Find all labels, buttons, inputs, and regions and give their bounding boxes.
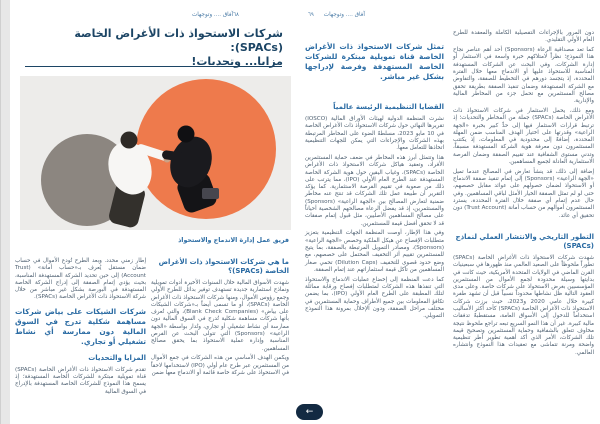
section-heading-pros-cons: المزايا والتحديات (88, 353, 146, 362)
illustration-graphic (20, 76, 291, 230)
right-page-column-outer (453, 30, 594, 360)
previous-page-button[interactable] (296, 404, 323, 420)
running-header-left-label: آفاق .... وتوجهات (192, 12, 234, 18)
laptop (202, 188, 219, 199)
body-paragraph: إطار زمني محدد. وبعد الطرح تُودع الأموال في حساب ضمان مستقل يُعرف بـ«حساب أمانة» (Trust Account) إلى حين تحديد الشركة المستهدفة المناسبة، بحيث يؤدي إتمام الصفقة إلى إدراج الشركة الخاصة المستهدفة في البورصة بشكل غير مباشر من خلال شركة الاستحواذ ذات الأغراض الخاصة (SPACs). (15, 258, 146, 301)
left-arrow-icon: ← (305, 406, 314, 417)
section-heading-regulatory-issues: القضايا التنظيمية الرئيسة عالمياً (333, 103, 444, 111)
title-divider-rule (25, 66, 282, 67)
page-title (30, 27, 283, 69)
body-paragraph: ومع ذلك، يحمل الاستثمار في شركات الاستحواذ ذات الأغراض الخاصة (SPACs) جملة من المخاطر والتحديات؛ إذ ترتبط قرارات الاستثمار فيها إلى حدٍّ كبير بخبرة «الجهة الراعية» وقدرتها على اختيار الهدف المناسب ضمن المهلة المحددة، إضافةً إلى محدودية في المعلومات، إذ يكتتب المستثمرون دون معرفة هوية الشركة المستهدفة مسبقاً، وتدني مستوى الشفافية عند تقييم الصفقة وضمان الفرصة الاستثمارية العادلة لجميع المساهمين. (453, 107, 594, 166)
body-paragraph: دون المرور بالإجراءات التفصيلية الكاملة والمعقدة للطرح العام الأولي التقليدي. (453, 30, 594, 44)
page-title-line2: مزايا... وتحديات! (191, 55, 283, 68)
body-paragraph: وفي هذا الإطار، أوصت المنظمة الجهات التنظيمية بتعزيز متطلبات الإفصاح عن هيكل الملكية وحصص «الجهة الراعية» (Sponsors)، ومصادر التمويل المرتبطة بالصفقة، بما يتيح للمستثمرين تقييم أثر التخفيف المحتمل على حصصهم، مع وضع حدود قصوى للتخفيف (Dilution Caps) تحمي صغار المساهمين من تآكل قيمة استثماراتهم عند إتمام الصفقة. (305, 230, 444, 273)
running-header-right-label: آفاق .... وتوجهات (323, 12, 365, 18)
pull-quote-funding-channel: تمثل شركات الاستحواذ ذات الأغراض الخاصة قناة تمويلية مبتكرة للشركات الخاصة المستهدفة وفرصة لإدراجها بشكل غير مباشر. (305, 42, 444, 81)
pull-quote-blank-check: شركات الشيكات على بياض شركات مساهمة شكلية تدرج في السوق المالية دون ممارسة أي نشاط تشغيلي أو تجاري. (15, 306, 146, 346)
section-heading-historical-development: التطور التاريخي والانتشار العملي لنماذج (SPACs) (455, 232, 594, 250)
left-page-column-right (151, 258, 289, 380)
body-paragraph: شهدت شركات الاستحواذ ذات الأغراض الخاصة (SPACs) تطوراً ملحوظاً على الصعيد العالمي منذ ظهورها في سبعينيات القرن الماضي في الولايات المتحدة الأمريكية، حيث كانت في بدايتها وسيلة محدودة لجمع الأموال من المستثمرين المؤسسيين بغرض الاستحواذ على شركات خاصة. وعلى مدى العقود التالية ظل نشاطها محدوداً نسبياً قبل أن تشهد طفرة كبيرة خلال عامي 2020 و2023، حيث برزت شركات الاستحواذ ذات الأغراض الخاصة (SPACs) كأحد أكثر الأساليب استخداماً للدخول إلى الأسواق العامة، مستقطبةً تدفقات مالية كبيرة. غير أن هذا النمو السريع تبعه تراجع ملحوظ نتيجة مخاوف تتعلق بالشفافية وحماية المستثمرين وتصحيح قيمة تلك الشركات، الأمر الذي أكد أهمية تطوير أطر تنظيمية واضحة ومرنة تتماشى مع تعقيدات هذا النموذج وانتشاره العالمي. (453, 254, 595, 356)
body-paragraph: كما دعت المنظمة إلى إخضاع عمليات الاندماج والاستحواذ التي تنفذها هذه الشركات لمتطلبات إفصاح ورقابة مماثلة لتلك المطبقة على الطرح العام الأولي (IPO)، بما يضمن تكافؤ المعلومات بين جميع الأطراف وحماية المستثمرين في مختلف مراحل الصفقة، ودون الإخلال بمرونة هذا النموذج التمويلي. (305, 276, 444, 320)
left-page-column-left (15, 258, 146, 398)
body-paragraph: تقدم شركات الاستحواذ ذات الأغراض الخاصة (SPACs) قناة تمويلية مبتكرة للشركات الخاصة المستهدفة؛ إذ يسمح هذا النموذج للشركات الخاصة المستهدفة بالإدراج في السوق المالية (15, 366, 146, 395)
viewer-left-gutter (0, 0, 10, 424)
body-paragraph: شهدت الأسواق المالية خلال السنوات الأخيرة أدوات تمويلية ونماذج استثمارية جديدة تستهدف توفير بدائل للطرح الأولي وجمع رؤوس الأموال، ومنها شركات الاستحواذ ذات الأغراض الخاصة (SPACs)، أو ما تسمى أيضاً بـ«شركات الشيكات على بياض» (Blank Check Companies)، والتي تُعرف بأنها شركات مساهمة شكلية تُدرج في السوق المالية دون ممارسة أي نشاط تشغيلي أو تجاري، وتُدار بواسطة «الجهة الراعية» (Sponsors) التي تتولى البحث عن الفرص المناسبة وإدارة عملية الاستحواذ بما يحقق مصالح المساهمين. (151, 280, 289, 352)
body-paragraph: هذا وتتمثل أبرز هذه المخاطر في ضعف حماية المستثمرين الأفراد، وتعقيد هياكل شركات الاستحواذ ذات الأغراض الخاصة (SPACs)، وغياب اليقين حول هوية الشركة الخاصة المستهدفة عند الطرح العام الأولي (IPO)، مما يترتب على ذلك من صعوبة في تقييم الفرصة الاستثمارية. كما يؤكد التقرير أن طبيعة عمل تلك الشركات قد تنتج عنه مخاطر ضمنية لتعارض المصالح بين «الجهة الراعية» (Sponsors) والمستثمرين، إذ قد يفضل الرعاة مصالحهم الشخصية أحياناً على مصالح المساهمين الأصليين، مثل قبول إتمام صفقات قد لا تحقق أفضل قيمة للمستثمرين. (305, 154, 444, 227)
right-page-column-spine (305, 42, 444, 323)
meeting-photo-illustration (20, 76, 291, 230)
body-paragraph: ويكمن الهدف الأساسي من هذه الشركات في جمع الأموال من المستثمرين عبر طرح عام أولي (IPO) لاستخدامها لاحقاً في الاستحواذ على شركة خاصة قائمة أو الاندماج معها ضمن (151, 355, 289, 377)
section-heading-what-are-spacs: ما هي شركات الاستحواذ ذات الأغراض الخاصة (SPACs)؟ (158, 258, 289, 275)
body-paragraph: كما تعد مصداقية الرعاة (Sponsors) أحد أهم عناصر نجاح هذا النموذج؛ نظراً لامتلاكهم خبرة واسعة في الاستثمار أو إدارة الشركات، وفي البحث عن الشركات المستهدفة المناسبة للاستحواذ عليها أو الاندماج معها خلال الفترة المحددة، إذ يتجسد دورهم في التخطيط للصفقة، والتفاوض مع الشركة المستهدفة وضمان تنفيذ الصفقة بطريقة تحقق مصالح المستثمرين مع تحمل جزء من المخاطر المالية والإدارية. (453, 47, 594, 105)
running-header-right (308, 10, 398, 20)
page-number-right: ٦٩ (308, 12, 314, 18)
page-number-left: ٦٨ (233, 12, 239, 18)
body-paragraph: نشرت المنظمة الدولية لهيئات الأوراق المالية (IOSCO) تقريرها النهائي حول شركات الاستحواذ ذات الأغراض الخاصة في 10 مايو 2023، مسلطةً الضوء على المخاطر المرتبطة بهذه الشركات والإجراءات التي يمكن للجهات التنظيمية اتخاذها للتعامل معها. (305, 116, 444, 152)
body-paragraph: إضافة إلى ذلك، قد ينشأ تعارض في المصالح عندما تميل «الجهة الراعية» (Sponsors) إلى إتمام تنفيذ صفقة الاندماج أو الاستحواذ لضمان حصولهم على عوائد مقابل حصصهم، حتى لو لم تمثل الصفقة الخيار الأمثل لباقي المساهمين. وفي حال عدم إتمام أي صفقة خلال الفترة المحددة، يسترد المستثمرون أموالهم من حساب أمانة (Trust Account) دون تحقيق أي عائد. (453, 168, 594, 219)
page-title-line1: شركات الاستحواذ ذات الأغراض الخاصة (SPACs): (74, 27, 283, 54)
illustration-caption: فريق عمل إدارة الاندماج والاستحواذ (178, 237, 289, 244)
running-header-left (192, 10, 264, 20)
